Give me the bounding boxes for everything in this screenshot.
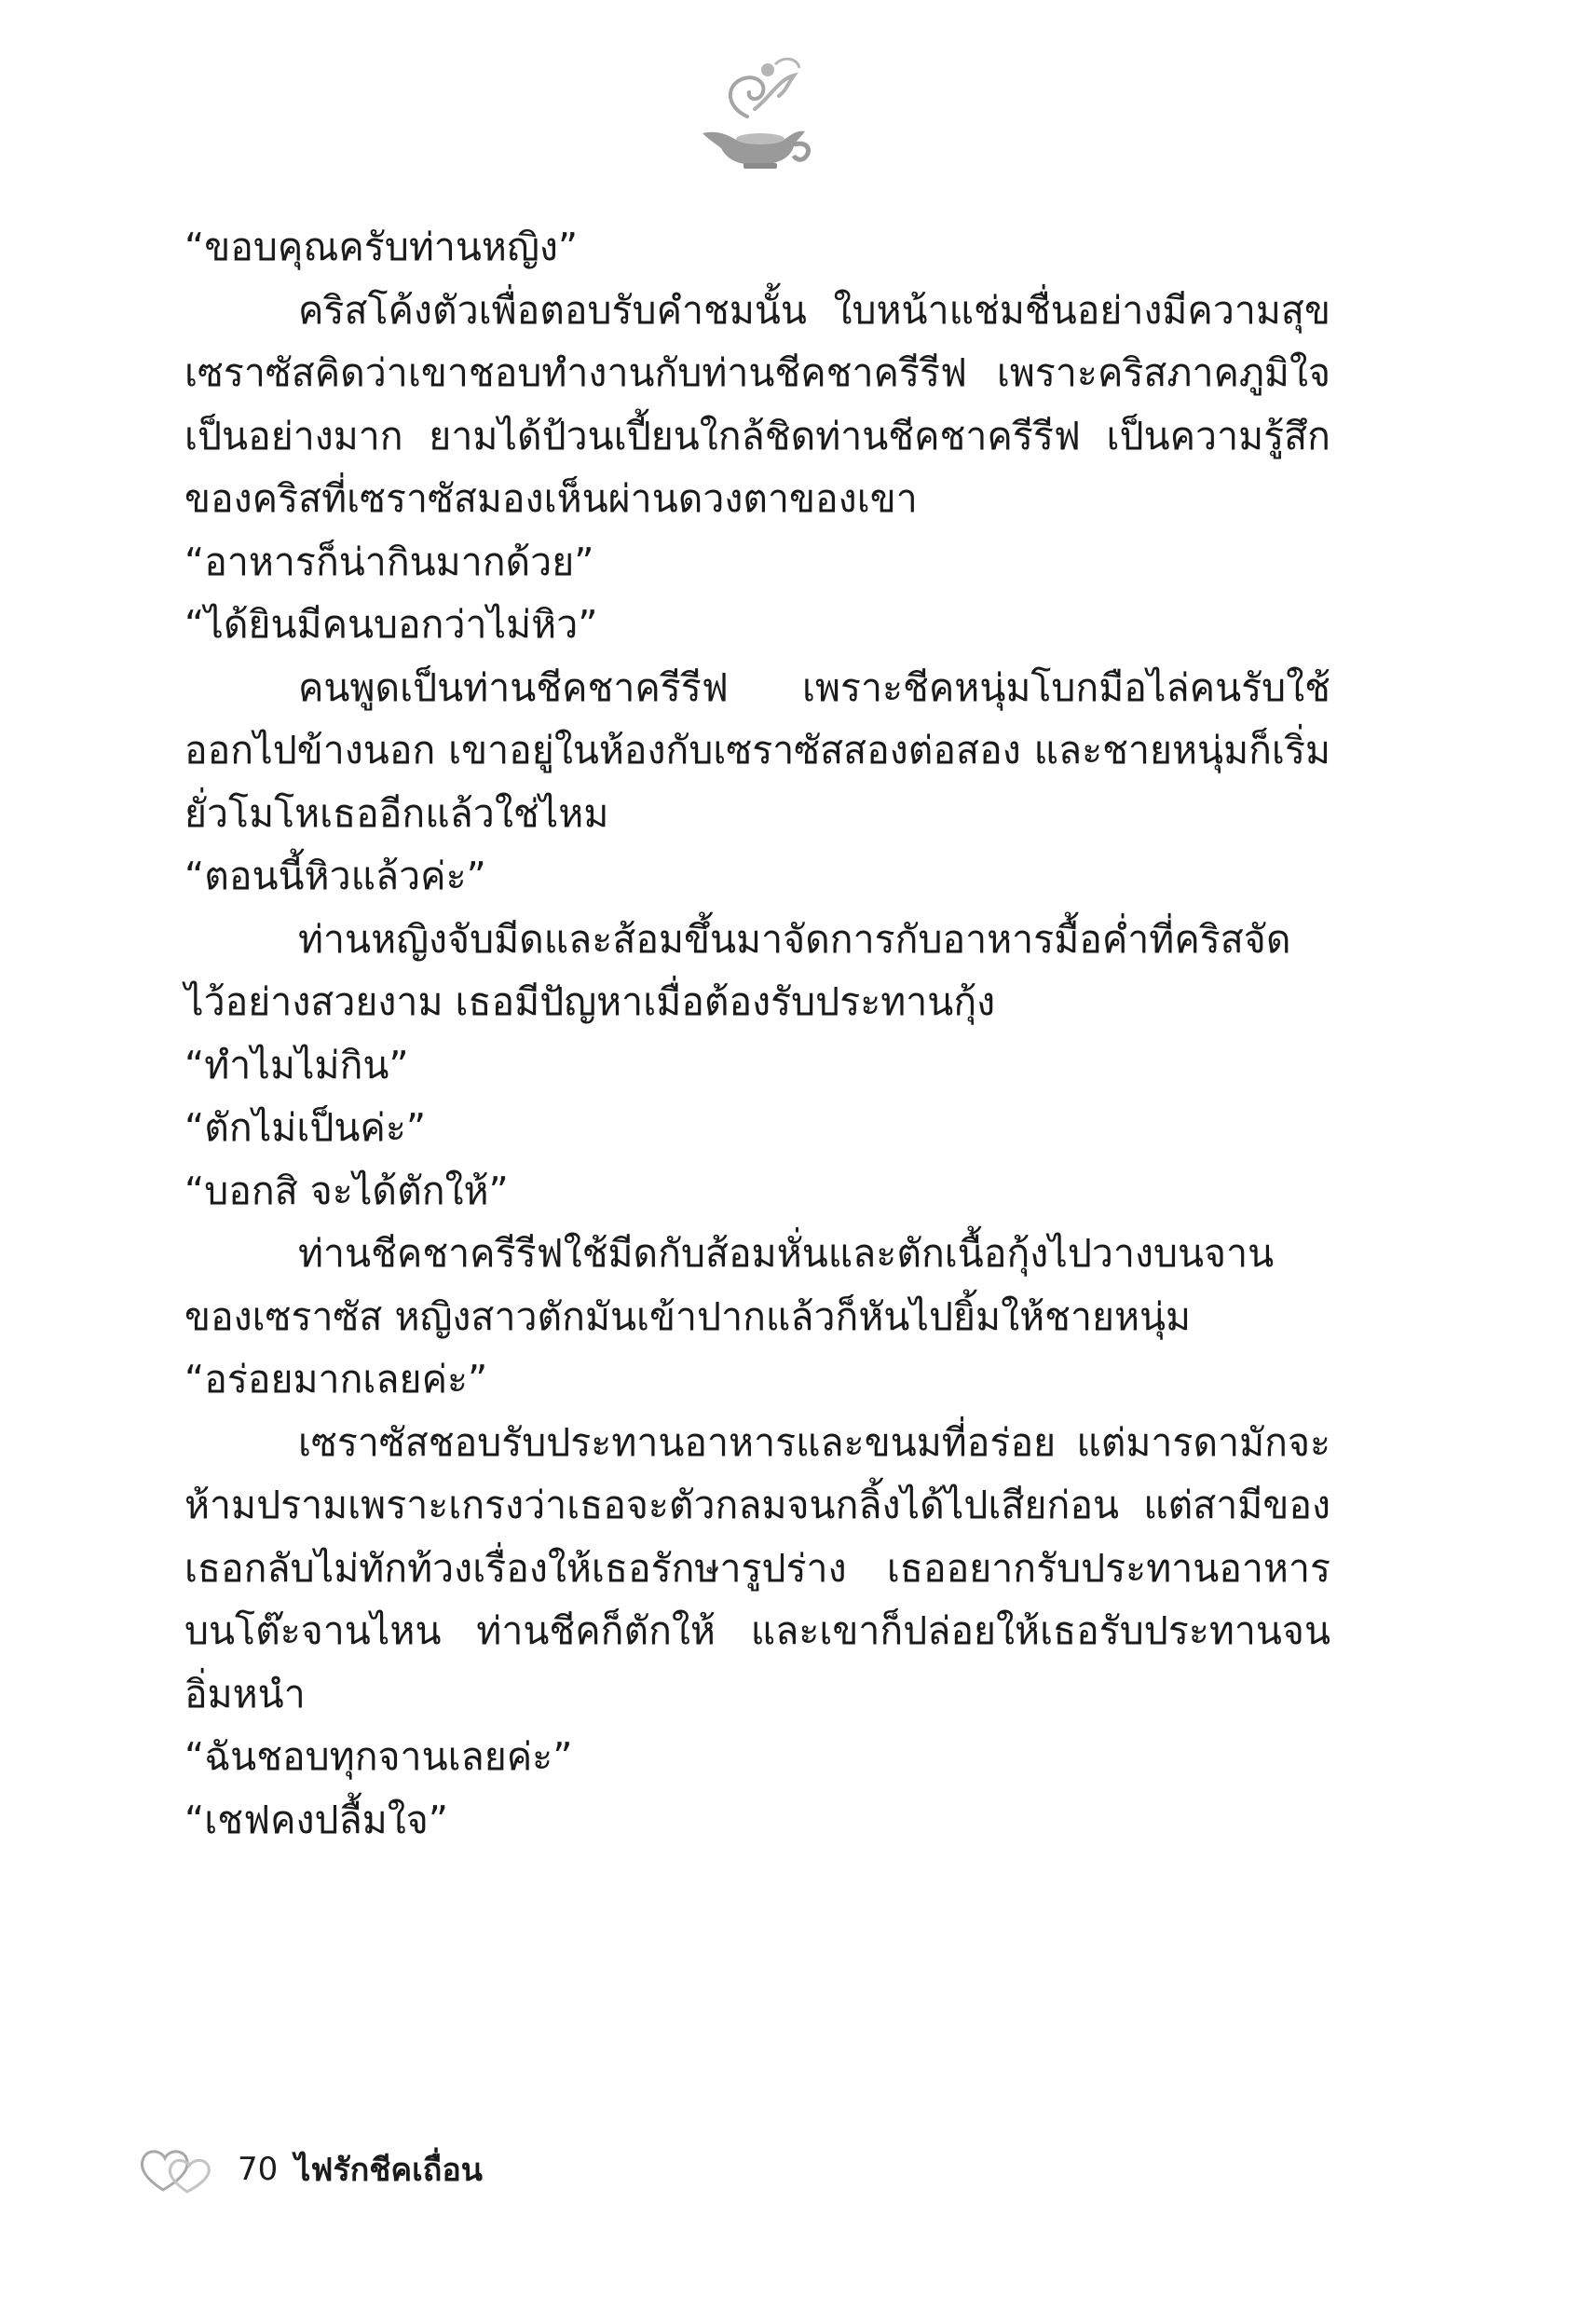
narrative-paragraph: คนพูดเป็นท่านชีคชาครีรีฟ เพราะชีคหนุ่มโบกมือไล่คนรับใช้ออกไปข้างนอก เขาอยู่ในห้องกับเซราซัสสองต่อสอง และชายหนุ่มก็เริ่มยั่วโมโหเธออีกแล้วใช่ไหม bbox=[184, 664, 1330, 836]
narrative-paragraph: คริสโค้งตัวเพื่อตอบรับคำชมนั้น ใบหน้าแช่มชื่นอย่างมีความสุข เซราซัสคิดว่าเขาชอบทำงานกับท่านชีคชาครีรีฟ เพราะคริสภาคภูมิใจเป็นอย่างมาก ยามได้ป้วนเปี้ยนใกล้ชิดท่านชีคชาครีรีฟ เป็นความรู้สึกของคริสที่เซราซัสมองเห็นผ่านดวงตาของเขา bbox=[184, 287, 1330, 521]
dialogue-paragraph: “ทำไมไม่กิน” bbox=[184, 1042, 409, 1087]
dialogue-paragraph: “ตอนนี้หิวแล้วค่ะ” bbox=[184, 854, 486, 898]
dialogue-paragraph: “ตักไม่เป็นค่ะ” bbox=[184, 1105, 427, 1150]
dialogue-paragraph: “ฉันชอบทุกจานเลยค่ะ” bbox=[184, 1734, 573, 1779]
narrative-paragraph: ท่านชีคชาครีรีฟใช้มีดกับส้อมหั่นและตักเนื้อกุ้งไปวางบนจานของเซราซัส หญิงสาวตักมันเข้าปากแล้วก็หันไปยิ้มให้ชายหนุ่ม bbox=[184, 1231, 1275, 1339]
book-title: ไฟรักชีคเถื่อน bbox=[294, 2152, 483, 2189]
narrative-paragraph: ท่านหญิงจับมีดและส้อมขึ้นมาจัดการกับอาหารมื้อค่ำที่คริสจัดไว้อย่างสวยงาม เธอมีปัญหาเมื่อต้องรับประทานกุ้ง bbox=[184, 916, 1291, 1024]
page-number: 70 bbox=[238, 2151, 279, 2188]
page-footer bbox=[135, 2141, 483, 2197]
dialogue-paragraph: “อาหารก็น่ากินมากด้วย” bbox=[184, 539, 594, 584]
dialogue-paragraph: “บอกสิ จะได้ตักให้” bbox=[184, 1168, 509, 1213]
dialogue-paragraph: “ขอบคุณครับท่านหญิง” bbox=[184, 225, 579, 269]
genie-lamp-icon bbox=[689, 51, 820, 172]
dialogue-paragraph: “ได้ยินมีคนบอกว่าไม่หิว” bbox=[184, 602, 598, 647]
dialogue-paragraph: “เชฟคงปลื้มใจ” bbox=[184, 1797, 449, 1842]
narrative-paragraph: เซราซัสชอบรับประทานอาหารและขนมที่อร่อย แต่มารดามักจะห้ามปรามเพราะเกรงว่าเธอจะตัวกลมจนกลิ้งได้ไปเสียก่อน แต่สามีของเธอกลับไม่ทักท้วงเรื่องให้เธอรักษารูปร่าง เธออยากรับประทานอาหารบนโต๊ะจานไหน ท่านชีคก็ตักให้ และเขาก็ปล่อยให้เธอรับประทานจนอิ่มหนำ bbox=[184, 1419, 1330, 1716]
hearts-icon bbox=[135, 2143, 221, 2195]
story-text bbox=[184, 216, 1330, 1852]
dialogue-paragraph: “อร่อยมากเลยค่ะ” bbox=[184, 1357, 488, 1402]
